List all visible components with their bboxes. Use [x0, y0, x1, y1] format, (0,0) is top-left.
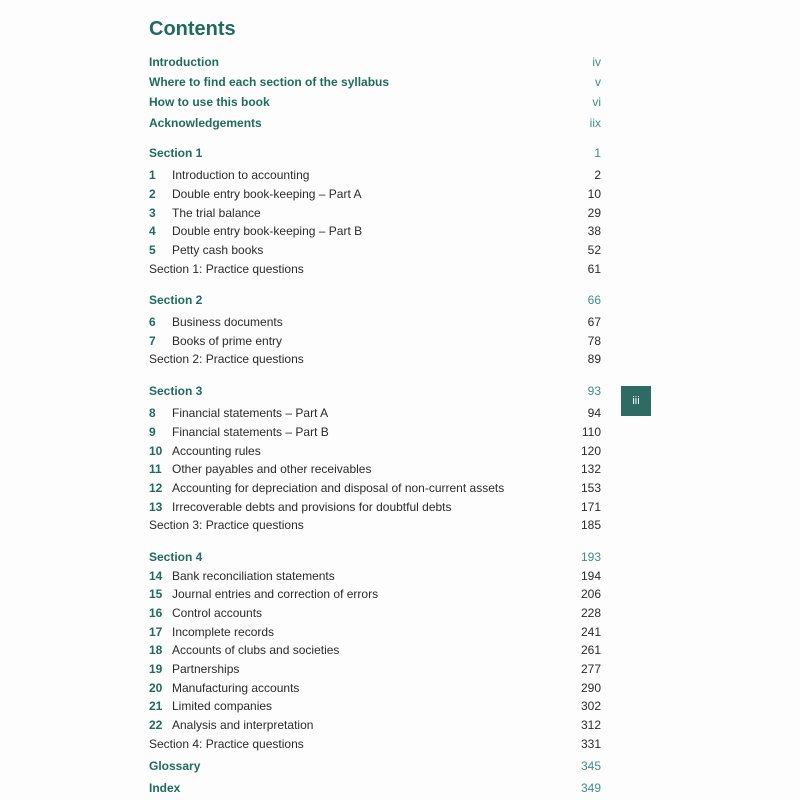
- toc-entry[interactable]: [149, 52, 601, 72]
- entry-title: Irrecoverable debts and provisions for doubtful debts: [172, 500, 452, 514]
- entry-page-number: 302: [580, 699, 601, 713]
- entry-title: Accounting rules: [172, 444, 261, 458]
- entry-page-number: 2: [594, 168, 601, 182]
- entry-page-number: 194: [580, 569, 601, 583]
- chapter-number: 3: [149, 206, 156, 220]
- chapter-entry[interactable]: [149, 240, 601, 260]
- entry-title: Incomplete records: [172, 625, 275, 639]
- entry-title: Section 2: Practice questions: [149, 352, 304, 366]
- entry-page-number: 89: [587, 352, 601, 366]
- entry-page-number: vi: [592, 95, 601, 109]
- entry-page-number: 10: [587, 187, 601, 201]
- chapter-entry[interactable]: [149, 422, 601, 442]
- toc-entry[interactable]: [149, 72, 601, 92]
- chapter-entry[interactable]: [149, 566, 601, 586]
- entry-title: How to use this book: [149, 95, 270, 109]
- entry-page-number: 67: [587, 315, 601, 329]
- section-heading[interactable]: [149, 547, 601, 567]
- entry-title: Accounting for depreciation and disposal of non-current assets: [172, 481, 505, 495]
- page-number-tab: iii: [621, 386, 651, 416]
- entry-page-number: 241: [580, 625, 601, 639]
- chapter-number: 8: [149, 406, 156, 420]
- entry-page-number: 277: [580, 662, 601, 676]
- entry-title: Journal entries and correction of errors: [172, 587, 379, 601]
- chapter-number: 2: [149, 187, 156, 201]
- entry-page-number: v: [595, 75, 601, 89]
- entry-page-number: 29: [587, 206, 601, 220]
- entry-title: Glossary: [149, 759, 201, 773]
- entry-page-number: 153: [580, 481, 601, 495]
- entry-page-number: iv: [592, 55, 601, 69]
- entry-page-number: 206: [580, 587, 601, 601]
- entry-page-number: 261: [580, 643, 601, 657]
- entry-title: Section 4: Practice questions: [149, 737, 304, 751]
- chapter-number: 16: [149, 606, 163, 620]
- entry-page-number: 1: [594, 146, 601, 160]
- chapter-entry[interactable]: [149, 441, 601, 461]
- chapter-number: 21: [149, 699, 163, 713]
- entry-page-number: 94: [587, 406, 601, 420]
- entry-page-number: 93: [587, 384, 601, 398]
- entry-page-number: 312: [580, 718, 601, 732]
- chapter-entry[interactable]: [149, 403, 601, 423]
- entry-page-number: 52: [587, 243, 601, 257]
- practice-questions-entry[interactable]: [149, 515, 601, 535]
- chapter-number: 17: [149, 625, 163, 639]
- entry-page-number: 61: [587, 262, 601, 276]
- chapter-entry[interactable]: [149, 165, 601, 185]
- entry-page-number: 331: [580, 737, 601, 751]
- entry-page-number: 38: [587, 224, 601, 238]
- chapter-entry[interactable]: [149, 640, 601, 660]
- chapter-entry[interactable]: [149, 715, 601, 735]
- page-title: Contents: [149, 18, 236, 40]
- chapter-number: 4: [149, 224, 156, 238]
- chapter-entry[interactable]: [149, 696, 601, 716]
- entry-title: Acknowledgements: [149, 116, 262, 130]
- chapter-entry[interactable]: [149, 184, 601, 204]
- chapter-number: 22: [149, 718, 163, 732]
- entry-title: Accounts of clubs and societies: [172, 643, 340, 657]
- chapter-number: 12: [149, 481, 163, 495]
- practice-questions-entry[interactable]: [149, 259, 601, 279]
- entry-title: Double entry book-keeping – Part B: [172, 224, 363, 238]
- entry-page-number: 290: [580, 681, 601, 695]
- section-heading[interactable]: [149, 381, 601, 401]
- chapter-number: 18: [149, 643, 163, 657]
- entry-page-number: 78: [587, 334, 601, 348]
- entry-title: Section 1: Practice questions: [149, 262, 304, 276]
- entry-title: Other payables and other receivables: [172, 462, 372, 476]
- entry-title: Section 1: [149, 146, 203, 160]
- entry-page-number: 120: [580, 444, 601, 458]
- toc-entry[interactable]: [149, 778, 601, 798]
- entry-page-number: 349: [580, 781, 601, 795]
- chapter-number: 20: [149, 681, 163, 695]
- entry-title: Bank reconciliation statements: [172, 569, 335, 583]
- chapter-entry[interactable]: [149, 331, 601, 351]
- chapter-number: 11: [149, 462, 162, 476]
- chapter-entry[interactable]: [149, 622, 601, 642]
- practice-questions-entry[interactable]: [149, 734, 601, 754]
- table-of-contents: [149, 0, 601, 800]
- toc-entry[interactable]: [149, 113, 601, 133]
- entry-title: Partnerships: [172, 662, 240, 676]
- entry-title: The trial balance: [172, 206, 261, 220]
- entry-page-number: 171: [580, 500, 601, 514]
- entry-title: Section 3: Practice questions: [149, 518, 304, 532]
- entry-page-number: 132: [580, 462, 601, 476]
- chapter-entry[interactable]: [149, 221, 601, 241]
- section-heading[interactable]: [149, 290, 601, 310]
- entry-title: Introduction: [149, 55, 219, 69]
- entry-page-number: 193: [580, 550, 601, 564]
- chapter-number: 10: [149, 444, 163, 458]
- entry-page-number: 345: [580, 759, 601, 773]
- chapter-number: 6: [149, 315, 156, 329]
- entry-title: Section 2: [149, 293, 203, 307]
- practice-questions-entry[interactable]: [149, 349, 601, 369]
- entry-page-number: iix: [589, 116, 601, 130]
- entry-page-number: 110: [581, 425, 601, 439]
- entry-title: Control accounts: [172, 606, 263, 620]
- entry-title: Where to find each section of the syllabus: [149, 75, 390, 89]
- chapter-entry[interactable]: [149, 497, 601, 517]
- entry-title: Index: [149, 781, 181, 795]
- entry-title: Financial statements – Part B: [172, 425, 329, 439]
- chapter-number: 13: [149, 500, 163, 514]
- chapter-entry[interactable]: [149, 678, 601, 698]
- entry-title: Limited companies: [172, 699, 273, 713]
- chapter-entry[interactable]: [149, 603, 601, 623]
- chapter-number: 19: [149, 662, 163, 676]
- chapter-entry[interactable]: [149, 459, 601, 479]
- chapter-number: 9: [149, 425, 156, 439]
- entry-title: Analysis and interpretation: [172, 718, 314, 732]
- chapter-number: 5: [149, 243, 156, 257]
- toc-entry[interactable]: [149, 756, 601, 776]
- entry-title: Books of prime entry: [172, 334, 283, 348]
- chapter-number: 7: [149, 334, 156, 348]
- entry-title: Business documents: [172, 315, 283, 329]
- entry-title: Section 4: [149, 550, 203, 564]
- chapter-entry[interactable]: [149, 584, 601, 604]
- entry-page-number: 66: [587, 293, 601, 307]
- entry-title: Manufacturing accounts: [172, 681, 300, 695]
- chapter-number: 15: [149, 587, 163, 601]
- chapter-entry[interactable]: [149, 312, 601, 332]
- chapter-entry[interactable]: [149, 478, 601, 498]
- entry-page-number: 185: [580, 518, 601, 532]
- section-heading[interactable]: [149, 143, 601, 163]
- entry-page-number: 228: [580, 606, 601, 620]
- entry-title: Introduction to accounting: [172, 168, 310, 182]
- chapter-number: 1: [149, 168, 156, 182]
- chapter-number: 14: [149, 569, 163, 583]
- chapter-entry[interactable]: [149, 203, 601, 223]
- entry-title: Financial statements – Part A: [172, 406, 329, 420]
- entry-title: Section 3: [149, 384, 203, 398]
- entry-title: Petty cash books: [172, 243, 264, 257]
- entry-title: Double entry book-keeping – Part A: [172, 187, 362, 201]
- toc-entry[interactable]: [149, 92, 601, 112]
- chapter-entry[interactable]: [149, 659, 601, 679]
